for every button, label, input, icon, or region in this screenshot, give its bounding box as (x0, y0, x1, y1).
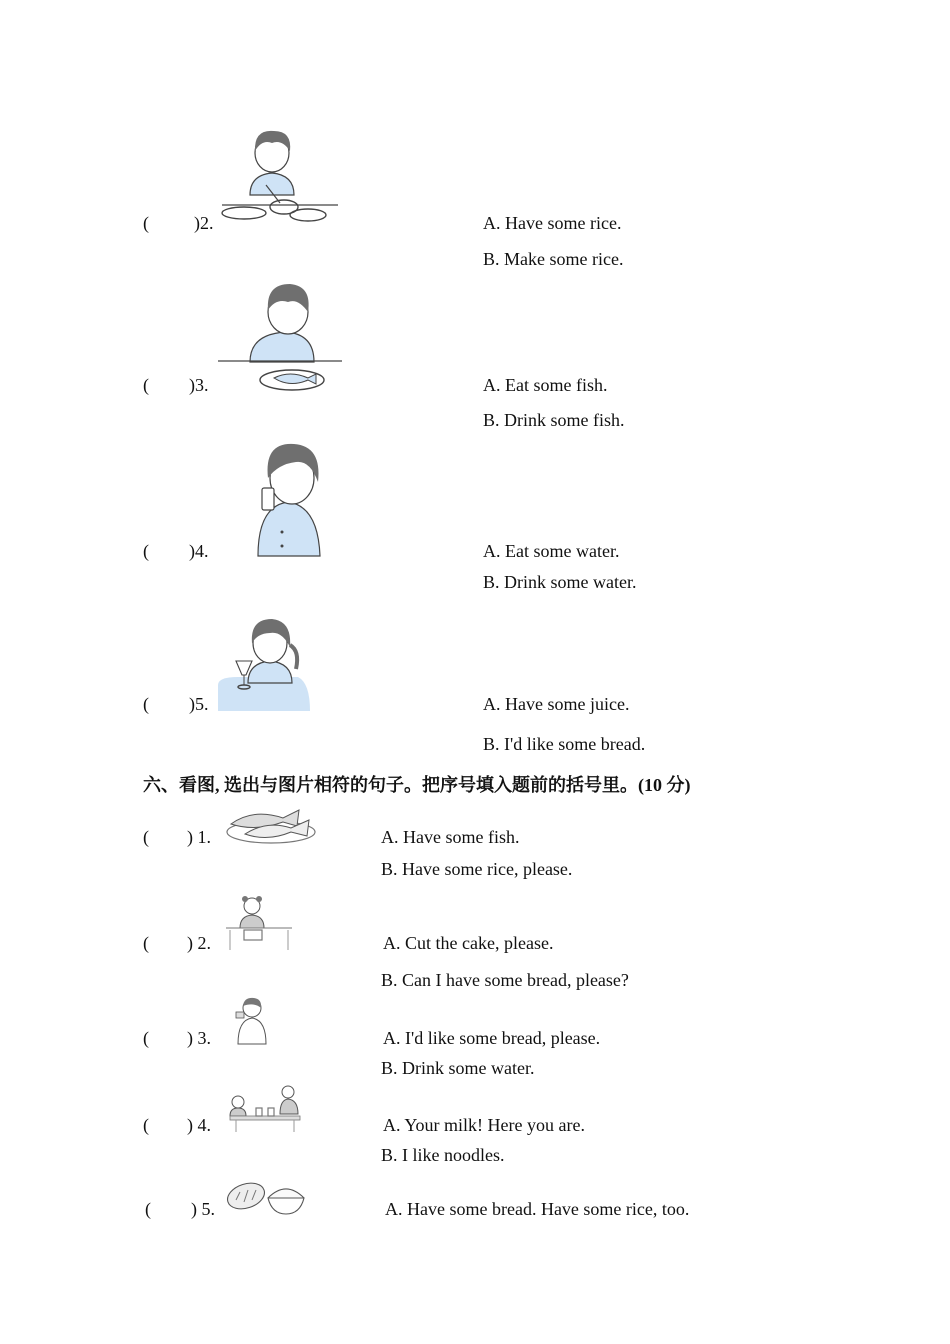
question-number: )2. (194, 213, 214, 233)
option-a: A. Have some fish. (381, 827, 520, 847)
option-b: B. Drink some water. (483, 572, 637, 592)
question-number: ) 2. (187, 933, 211, 953)
answer-paren-open: ( (143, 694, 149, 714)
question-number: )3. (189, 375, 209, 395)
girl-cutting-cake-illustration (226, 894, 292, 950)
question-number: ) 5. (191, 1199, 215, 1219)
family-at-table-illustration (226, 1084, 304, 1132)
question-number: )4. (189, 541, 209, 561)
answer-paren-open: ( (143, 1115, 149, 1135)
bread-and-rice-bowl-illustration (226, 1178, 308, 1218)
option-b: B. Can I have some bread, please? (381, 970, 629, 990)
option-b: B. Drink some fish. (483, 410, 625, 430)
option-b: B. Make some rice. (483, 249, 624, 269)
answer-paren-open: ( (143, 213, 149, 233)
option-a: A. Have some bread. Have some rice, too. (385, 1199, 690, 1219)
answer-paren-open: ( (143, 1028, 149, 1048)
answer-paren-open: ( (143, 933, 149, 953)
question-number: )5. (189, 694, 209, 714)
option-a: A. Have some juice. (483, 694, 630, 714)
answer-paren-open: ( (145, 1199, 151, 1219)
option-a: A. Your milk! Here you are. (383, 1115, 585, 1135)
option-b: B. I'd like some bread. (483, 734, 646, 754)
boy-drinking-water-illustration (248, 442, 324, 556)
option-b: B. Drink some water. (381, 1058, 535, 1078)
option-b: B. Have some rice, please. (381, 859, 573, 879)
option-a: A. Eat some water. (483, 541, 620, 561)
option-a: A. Have some rice. (483, 213, 622, 233)
option-b: B. I like noodles. (381, 1145, 505, 1165)
question-number: ) 1. (187, 827, 211, 847)
section-heading: 六、看图, 选出与图片相符的句子。把序号填入题前的括号里。(10 分) (143, 775, 691, 795)
boy-eating-bread-illustration (226, 996, 268, 1046)
option-a: A. Eat some fish. (483, 375, 608, 395)
option-a: A. Cut the cake, please. (383, 933, 554, 953)
boy-eating-rice-illustration (222, 125, 342, 225)
boy-eating-fish-illustration (218, 282, 344, 394)
fish-on-plate-illustration (225, 802, 317, 844)
answer-paren-open: ( (143, 375, 149, 395)
answer-paren-open: ( (143, 541, 149, 561)
answer-paren-open: ( (143, 827, 149, 847)
question-number: ) 3. (187, 1028, 211, 1048)
girl-drinking-juice-illustration (218, 617, 310, 711)
question-number: ) 4. (187, 1115, 211, 1135)
option-a: A. I'd like some bread, please. (383, 1028, 601, 1048)
